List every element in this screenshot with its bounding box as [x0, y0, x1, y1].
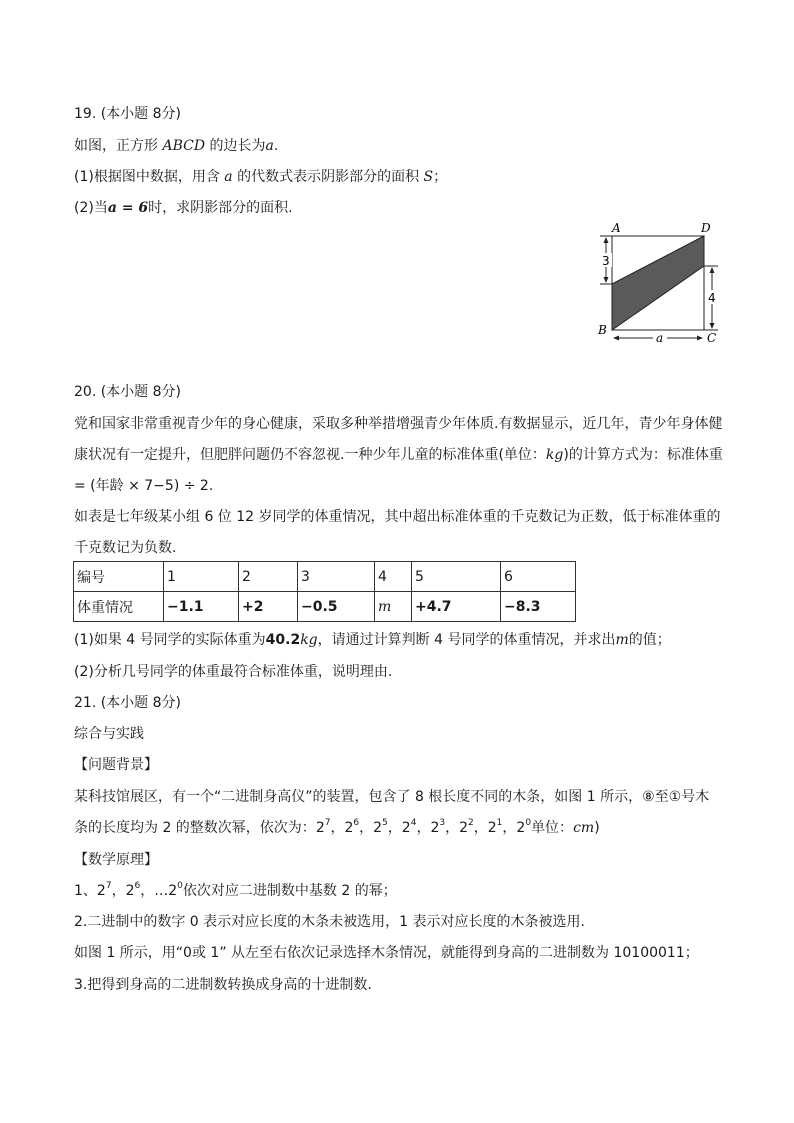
q19-part2 [74, 198, 293, 218]
table-cell: 4 [375, 562, 412, 592]
dim-label-a: a [656, 331, 664, 345]
power-term: $2^1$ [487, 818, 503, 836]
q20-para1-line2 [74, 445, 723, 465]
power-term: $2^7$ [315, 818, 331, 836]
q20-para2-line1: 如表是七年级某小组 6 位 12 岁同学的体重情况，其中超出标准体重的千克数记为正数，低于标准体重的 [74, 509, 721, 525]
power-term: $2^3$ [430, 818, 446, 836]
table-cell: −8.3 [501, 592, 576, 622]
q19-p1-end: ； [433, 169, 448, 185]
power-term: $2^0$ [168, 881, 183, 899]
q21-background-line1: 某科技馆展区，有一个“二进制身高仪”的装置，包含了 8 根长度不同的木条，如图 1 所示，⑧至①号木 [74, 789, 710, 805]
q19-p1-prefix: (1)根据图中数据，用含 [74, 169, 225, 185]
q19-p2-prefix: (2)当 [74, 200, 108, 216]
power-term: $2^6$ [344, 818, 360, 836]
q20-unit-kg: kg [545, 447, 564, 463]
q21-bg-l2-prefix: 条的长度均为 2 的整数次幂，依次为： [74, 820, 316, 836]
vertex-label-a: A [612, 221, 621, 235]
q20-part1 [74, 630, 671, 650]
q20-p1-m: m [615, 632, 629, 648]
power-term: $2^4$ [401, 818, 417, 836]
table-header-row [74, 562, 576, 592]
vertex-label-d: D [701, 221, 711, 235]
q19-intro-prefix: 如图，正方形 [74, 138, 163, 154]
q19-p1-s: S [423, 169, 434, 185]
square-figure [592, 218, 727, 348]
q20-header: 20. (本小题 8分) [74, 384, 181, 400]
q20-formula: = (年龄 × 7−5) ÷ 2. [74, 478, 214, 494]
arrowhead [613, 336, 619, 341]
q21-background-title: 【问题背景】 [74, 757, 158, 773]
table-row [74, 592, 576, 622]
power-term: $2^5$ [373, 818, 388, 836]
q19-intro [74, 136, 278, 156]
q20-p1-kg: kg [300, 632, 318, 648]
table-cell: +2 [239, 592, 298, 622]
arrowhead [710, 323, 715, 329]
q20-para1-l2-end: )的计算方式为：标准体重 [563, 447, 723, 463]
q20-p1-mid: ，请通过计算判断 4 号同学的体重情况，并求出 [317, 632, 616, 648]
q20-p1-weight: 40.2 [265, 632, 301, 648]
power-term: $2^6$ [125, 881, 141, 899]
q19-intro-mid: 的边长为 [205, 138, 266, 154]
arrowhead [697, 336, 703, 341]
arrowhead [710, 267, 715, 273]
q19-p1-a: a [224, 169, 233, 185]
q21-subtitle: 综合与实践 [74, 726, 144, 742]
power-term: $2^7$ [96, 881, 112, 899]
q19-p2-end: 时，求阴影部分的面积. [148, 200, 293, 216]
table-cell: 6 [501, 562, 576, 592]
q21-unit-prefix: 单位： [531, 820, 574, 836]
q21-principle-title: 【数学原理】 [74, 852, 158, 868]
q20-para2-line2: 千克数记为负数. [74, 540, 177, 556]
vertex-label-c: C [707, 331, 717, 345]
q21-principle-2b: 如图 1 所示，用“0或 1” 从左至右依次记录选择木条情况，就能得到身高的二进制数为 10100011； [74, 945, 699, 961]
q19-p1-mid: 的代数式表示阴影部分的面积 [232, 169, 424, 185]
q20-para1-line1: 党和国家非常重视青少年的身心健康，采取多种举措增强青少年体质.有数据显示，近几年，青少年身体健 [74, 416, 723, 432]
table-cell: 1 [164, 562, 239, 592]
table-cell: m [375, 592, 412, 622]
q20-p1-prefix: (1)如果 4 号同学的实际体重为 [74, 632, 266, 648]
q20-p1-end: 的值； [628, 632, 671, 648]
q20-para1-l2-prefix: 康状况有一定提升，但肥胖问题仍不容忽视.一种少年儿童的标准体重(单位： [74, 447, 546, 463]
table-cell: 体重情况 [74, 592, 164, 622]
arrowhead [604, 237, 609, 243]
weight-table [73, 561, 576, 622]
table-cell: 2 [239, 562, 298, 592]
q19-intro-end: . [273, 138, 279, 154]
vertex-label-b: B [598, 323, 607, 337]
power-term: $2^2$ [459, 818, 474, 836]
q19-p2-eq: a = 6 [107, 200, 149, 216]
table-cell: 3 [298, 562, 375, 592]
q21-principle-1: 1、$2^7$，$2^6$，$\dots 2^0$依次对应二进制数中基数 2 的幂； [74, 881, 397, 899]
q21-principle-3: 3.把得到身高的二进制数转换成身高的十进制数. [74, 977, 372, 993]
dim-label-4: 4 [708, 291, 716, 305]
table-cell: +4.7 [412, 592, 501, 622]
table-cell: −0.5 [298, 592, 375, 622]
q19-header: 19. (本小题 8分) [74, 106, 181, 122]
q21-header: 21. (本小题 8分) [74, 695, 181, 711]
q21-unit-cm: cm [573, 820, 595, 836]
q21-background-line2: 条的长度均为 2 的整数次幂，依次为：$2^7$，$2^6$，$2^5$，$2^4$，$2^3$，$2^2$，$2^1$，$2^0$单位：cm) [74, 818, 600, 836]
q21-principle-2: 2.二进制中的数字 0 表示对应长度的木条未被选用，1 表示对应长度的木条被选用. [74, 914, 585, 930]
table-cell: −1.1 [164, 592, 239, 622]
shaded-region [612, 236, 704, 330]
table-cell: 编号 [74, 562, 164, 592]
q19-intro-a: a [265, 138, 274, 154]
power-term: $2^0$ [516, 818, 532, 836]
dim-label-3: 3 [602, 254, 610, 268]
arrowhead [604, 277, 609, 283]
q19-part1 [74, 167, 447, 187]
q20-part2: (2)分析几号同学的体重最符合标准体重，说明理由. [74, 664, 393, 680]
q19-intro-abcd: ABCD [162, 138, 206, 154]
table-cell: 5 [412, 562, 501, 592]
